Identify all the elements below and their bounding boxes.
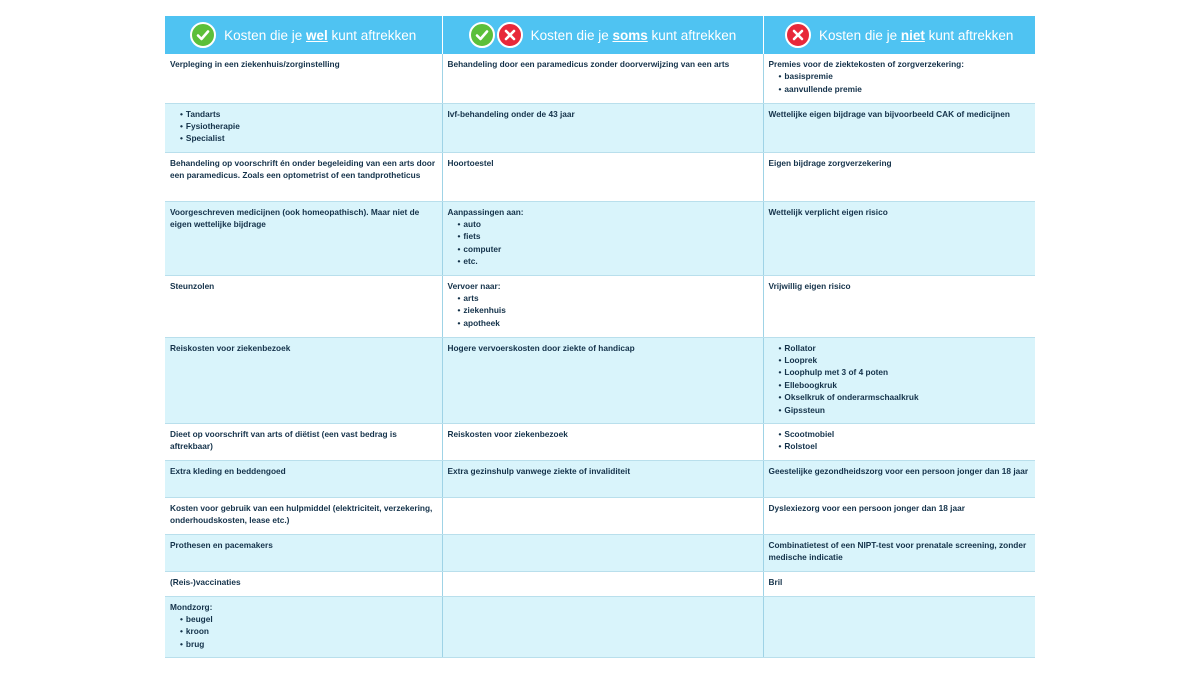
- table-cell: [165, 152, 442, 201]
- bullet-list: [448, 292, 758, 329]
- check-icon: [190, 22, 216, 48]
- cross-icon: [497, 22, 523, 48]
- table-cell: [763, 275, 1035, 337]
- header-niet: [763, 16, 1035, 54]
- list-item: • Rollator: [779, 342, 1031, 354]
- header-row: [165, 16, 1035, 54]
- cross-icon: [785, 22, 811, 48]
- cell-text: Voorgeschreven medicijnen (ook homeopathisch). Maar niet de eigen wettelijke bijdrage: [170, 206, 420, 229]
- table-cell: [763, 534, 1035, 571]
- cell-text: Aanpassingen aan:: [447, 206, 524, 217]
- bullet-list: [769, 342, 1031, 416]
- cell-text: Dyslexiezorg voor een persoon jonger dan 18 jaar: [768, 502, 965, 513]
- table-cell: [763, 152, 1035, 201]
- list-item: • arts: [458, 292, 758, 304]
- cell-text: Prothesen en pacemakers: [170, 539, 273, 550]
- cell-text: Bril: [768, 576, 783, 587]
- table-cell: [442, 497, 763, 534]
- cell-text: Hoortoestel: [447, 157, 494, 168]
- table-row: [165, 337, 1035, 423]
- list-item: • Fysiotherapie: [180, 120, 437, 132]
- cell-text: (Reis-)vaccinaties: [170, 576, 241, 587]
- cell-text: Dieet op voorschrift van arts of diëtist (een vast bedrag is aftrekbaar): [170, 428, 397, 451]
- header-niet-label: Kosten die je niet kunt aftrekken: [819, 27, 1014, 43]
- list-item: • Tandarts: [180, 108, 437, 120]
- list-item: • Elleboogkruk: [779, 379, 1031, 391]
- table-cell: [763, 497, 1035, 534]
- cell-text: Extra gezinshulp vanwege ziekte of invaliditeit: [447, 465, 631, 476]
- cell-text: Reiskosten voor ziekenbezoek: [447, 428, 568, 439]
- table-cell: [165, 337, 442, 423]
- list-item: • beugel: [180, 613, 437, 625]
- table-cell: [165, 103, 442, 152]
- table-cell: [165, 497, 442, 534]
- table-cell: [442, 275, 763, 337]
- table-cell: [442, 103, 763, 152]
- cell-text: Ivf-behandeling onder de 43 jaar: [447, 108, 575, 119]
- cell-text: Geestelijke gezondheidszorg voor een persoon jonger dan 18 jaar: [768, 465, 1029, 476]
- table-row: [165, 497, 1035, 534]
- cell-text: Kosten voor gebruik van een hulpmiddel (elektriciteit, verzekering, onderhoudskosten, lease etc.): [170, 502, 433, 525]
- table-row: [165, 596, 1035, 657]
- cell-text: Steunzolen: [170, 280, 215, 291]
- cost-table-container: [165, 16, 1035, 658]
- cell-text: Reiskosten voor ziekenbezoek: [170, 342, 291, 353]
- list-item: • brug: [180, 638, 437, 650]
- list-item: • Okselkruk of onderarmschaalkruk: [779, 391, 1031, 403]
- table-cell: [763, 596, 1035, 657]
- cell-text: Vervoer naar:: [447, 280, 501, 291]
- list-item: • kroon: [180, 625, 437, 637]
- table-cell: [165, 534, 442, 571]
- list-item: • apotheek: [458, 317, 758, 329]
- list-item: • Specialist: [180, 132, 437, 144]
- cell-text: Premies voor de ziektekosten of zorgverzekering:: [768, 59, 965, 69]
- table-cell: [165, 596, 442, 657]
- table-cell: [442, 54, 763, 103]
- table-row: [165, 460, 1035, 497]
- table-cell: [165, 201, 442, 275]
- cell-text: Mondzorg:: [170, 601, 213, 612]
- bullet-list: [769, 70, 1031, 95]
- bullet-list: [170, 108, 437, 145]
- table-cell: [763, 571, 1035, 596]
- table-cell: [442, 152, 763, 201]
- cell-text: Hogere vervoerskosten door ziekte of handicap: [447, 342, 635, 353]
- cell-text: Eigen bijdrage zorgverzekering: [768, 157, 892, 168]
- table-cell: [442, 337, 763, 423]
- cell-text: Extra kleding en beddengoed: [170, 465, 286, 476]
- table-cell: [763, 54, 1035, 103]
- list-item: • Loophulp met 3 of 4 poten: [779, 366, 1031, 378]
- table-row: [165, 423, 1035, 460]
- table-cell: [165, 460, 442, 497]
- cell-text: Verpleging in een ziekenhuis/zorginstelling: [170, 59, 340, 69]
- table-cell: [442, 534, 763, 571]
- header-wel-label: Kosten die je wel kunt aftrekken: [224, 27, 417, 43]
- table-cell: [763, 423, 1035, 460]
- header-soms: [442, 16, 763, 54]
- list-item: • auto: [458, 218, 758, 230]
- cell-text: Behandeling door een paramedicus zonder doorverwijzing van een arts: [447, 59, 730, 69]
- table-cell: [442, 596, 763, 657]
- bullet-list: [170, 613, 437, 650]
- table-row: [165, 275, 1035, 337]
- list-item: • Rolstoel: [779, 440, 1031, 452]
- list-item: • computer: [458, 243, 758, 255]
- list-item: • Scootmobiel: [779, 428, 1031, 440]
- list-item: • basispremie: [779, 70, 1031, 82]
- table-cell: [165, 275, 442, 337]
- cell-text: Wettelijk verplicht eigen risico: [768, 206, 888, 217]
- table-row: [165, 201, 1035, 275]
- table-cell: [442, 571, 763, 596]
- table-cell: [165, 423, 442, 460]
- table-row: [165, 152, 1035, 201]
- table-cell: [763, 103, 1035, 152]
- table-cell: [763, 460, 1035, 497]
- cell-text: Wettelijke eigen bijdrage van bijvoorbeeld CAK of medicijnen: [768, 108, 1010, 119]
- list-item: • ziekenhuis: [458, 304, 758, 316]
- cell-text: Combinatietest of een NIPT-test voor prenatale screening, zonder medische indicatie: [768, 539, 1027, 562]
- bullet-list: [448, 218, 758, 268]
- cell-text: Vrijwillig eigen risico: [768, 280, 851, 291]
- table-row: [165, 103, 1035, 152]
- table-cell: [763, 337, 1035, 423]
- table-row: [165, 54, 1035, 103]
- bullet-list: [769, 428, 1031, 453]
- table-row: [165, 571, 1035, 596]
- list-item: • Looprek: [779, 354, 1031, 366]
- check-icon: [469, 22, 495, 48]
- list-item: • fiets: [458, 230, 758, 242]
- list-item: • Gipssteun: [779, 404, 1031, 416]
- table-row: [165, 534, 1035, 571]
- header-soms-label: Kosten die je soms kunt aftrekken: [530, 27, 737, 43]
- list-item: • aanvullende premie: [779, 83, 1031, 95]
- cell-text: Behandeling op voorschrift én onder begeleiding van een arts door een paramedicus. Zoals een optometrist of een tandprotheticus: [170, 157, 436, 180]
- deductible-costs-table: [165, 16, 1035, 658]
- table-cell: [442, 460, 763, 497]
- table-cell: [165, 54, 442, 103]
- table-cell: [763, 201, 1035, 275]
- table-cell: [442, 423, 763, 460]
- table-cell: [165, 571, 442, 596]
- header-wel: [165, 16, 442, 54]
- table-cell: [442, 201, 763, 275]
- list-item: • etc.: [458, 255, 758, 267]
